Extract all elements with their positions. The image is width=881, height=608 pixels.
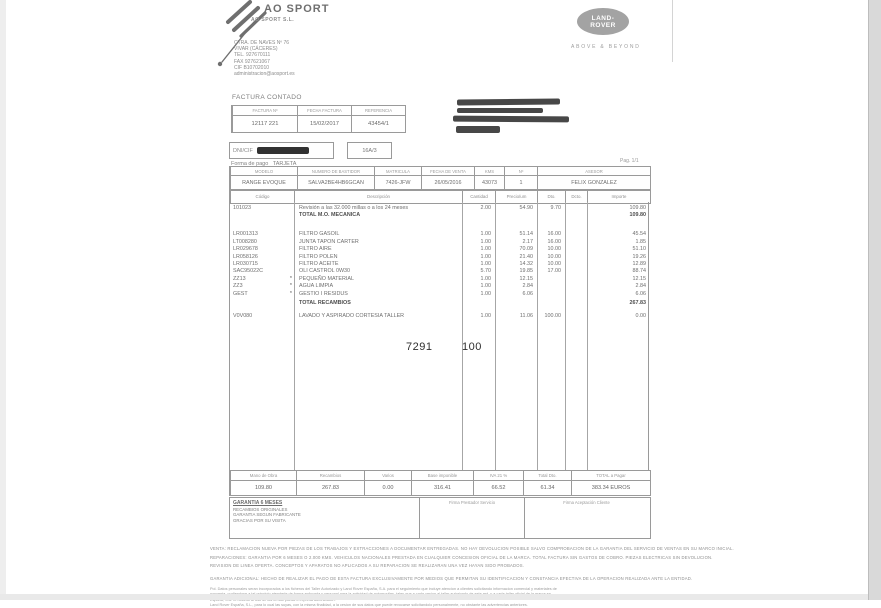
line-unit-price: 54.90: [519, 204, 533, 211]
line-quantity: 1.00: [480, 275, 491, 282]
line-code: [230, 254, 294, 260]
line-discount: 10.00: [547, 261, 561, 268]
lines-header-cell: Precio/um: [495, 191, 537, 203]
line-quantity: 1.00: [480, 253, 491, 260]
brand-tagline: ABOVE & BEYOND: [571, 44, 641, 50]
totals-header-cell: Recambios: [296, 471, 364, 481]
signature-service-box: [419, 498, 524, 538]
line-code: [230, 283, 294, 289]
invoice-line-row: [230, 313, 648, 320]
invoice-line-row: [230, 299, 648, 306]
totals-value-cell: 66.52: [473, 481, 523, 495]
line-quantity: 2.00: [480, 204, 491, 211]
line-description: TOTAL M.O. MECANICA: [299, 212, 361, 219]
vehicle-value-cell: RANGE EVOQUE: [230, 176, 297, 189]
line-amount: 51.10: [632, 246, 646, 253]
column-divider: [537, 202, 538, 470]
handwritten-mark: *: [289, 283, 292, 290]
invoice-line-row: [230, 204, 648, 211]
vehicle-header-cell: ASESOR: [537, 167, 650, 176]
line-unit-price: 19.85: [519, 268, 533, 275]
line-description: GESTIO I RESIDUS: [299, 290, 348, 297]
line-code-text: LR029678: [233, 246, 258, 253]
line-description: PEQUEÑO MATERIAL: [299, 275, 355, 282]
line-discount: 10.00: [547, 253, 561, 260]
line-unit-price: 21.40: [519, 253, 533, 260]
line-quantity: 1.00: [480, 313, 491, 320]
totals-value-cell: 267.83: [296, 481, 364, 495]
line-description: AGUA LIMPIA: [299, 283, 334, 290]
column-divider: [462, 202, 463, 470]
vehicle-values: [230, 176, 650, 189]
redaction-mark: [257, 147, 309, 154]
lines-header-cell: Dto.: [537, 191, 565, 203]
totals-value-cell: 109.80: [230, 481, 296, 495]
line-quantity: 1.00: [480, 261, 491, 268]
fine-print-line: VENTA: RECLAMACION NUEVA POR PIEZAS DE LOS TRABAJOS Y EXTRACCIONES A DOCUMENTAR ENTREGADAS. NO HAY DEVOLUCION POSIBLE SALVO COMPROBACION DE LA GARANTIA DEL SERVICIO DE VENTAS EN SU MARCO INICIAL.: [210, 546, 734, 551]
totals-value-cell: 316.41: [411, 481, 473, 495]
vehicle-header-cell: NUMERO DE BASTIDOR: [297, 167, 374, 176]
line-code-text: ZZ13: [233, 275, 246, 282]
line-amount: 109.80: [629, 204, 646, 211]
line-code-text: ZZ3: [233, 283, 243, 290]
line-code-text: LR001313: [233, 231, 258, 238]
invoice-line-row: [230, 246, 648, 253]
line-code-text: V0V080: [233, 313, 253, 320]
line-quantity: 1.00: [480, 231, 491, 238]
line-code-text: SAC95022C: [233, 268, 263, 275]
line-code: [230, 261, 294, 267]
vehicle-value-cell: 1: [504, 176, 537, 189]
company-name: AO SPORT: [264, 3, 330, 15]
line-amount: 6.06: [635, 290, 646, 297]
line-description: Revisión a las 32.000 millas o a los 24 meses: [299, 204, 409, 211]
line-description: JUNTA TAPON CARTER: [299, 238, 359, 245]
invoice-line-row: [230, 238, 648, 245]
logo-text-top: LAND-: [591, 14, 615, 22]
vehicle-value-cell: FELIX GONZALEZ: [537, 176, 650, 189]
line-discount: 16.00: [547, 238, 561, 245]
invoice-line-row: [230, 253, 648, 260]
vehicle-value-cell: 7426-JFW: [374, 176, 421, 189]
line-unit-price: 70.09: [519, 246, 533, 253]
overlay-number-left: 7291: [406, 341, 433, 353]
line-unit-price: 2.84: [522, 283, 533, 290]
address-line: TEL. 927670111: [234, 52, 271, 59]
address-line: CIF B10702010: [234, 64, 270, 71]
invoice-line-row: [230, 290, 648, 297]
lines-header-cell: Cantidad: [462, 191, 495, 203]
warranty-lines: [230, 507, 419, 523]
line-unit-price: 6.06: [522, 290, 533, 297]
line-code-text: GEST: [233, 290, 248, 297]
column-divider: [587, 202, 588, 470]
column-divider: [495, 202, 496, 470]
line-code: [230, 268, 294, 274]
line-code: [230, 276, 294, 282]
payment-value: TARJETA: [272, 161, 297, 167]
signature-service-label: Firma Prestador Servicio: [448, 500, 496, 505]
logo-text-bottom: ROVER: [590, 21, 616, 29]
line-description: TOTAL RECAMBIOS: [299, 299, 351, 306]
warranty-title: GARANTIA 6 MESES: [233, 500, 283, 506]
line-code-text: LT008280: [233, 238, 257, 245]
address-line: CTRA. DE NAVES Nº 76: [234, 40, 290, 46]
meta-value-cell: 43454/1: [351, 116, 405, 132]
vehicle-info-table: [229, 166, 651, 190]
line-unit-price: 51.14: [519, 231, 533, 238]
line-description: FILTRO GASOIL: [299, 231, 340, 238]
dni-cif-label: DNI/CIF: [233, 147, 253, 154]
line-code-text: LR058126: [233, 253, 258, 260]
vehicle-value-cell: 43073: [474, 176, 504, 189]
company-legal-name: AO SPORT S.L.: [251, 17, 295, 23]
totals-header-cell: IVA 21 %: [473, 471, 523, 481]
line-code: [230, 313, 294, 319]
vehicle-header-cell: FECHA DE VENTA: [421, 167, 474, 176]
handwritten-mark: *: [289, 290, 292, 297]
handwritten-mark: *: [289, 275, 292, 282]
company-address: [234, 40, 295, 77]
totals-values: [230, 481, 650, 495]
line-code: [230, 246, 294, 252]
warranty-line: RECAMBIOS ORIGINALES: [233, 507, 288, 512]
ref-code-box: 16A/3: [347, 142, 392, 159]
line-description: OLI CASTROL 0W30: [299, 268, 351, 275]
line-amount: 88.74: [632, 268, 646, 275]
line-unit-price: 14.32: [519, 261, 533, 268]
vehicle-headers: [230, 167, 650, 176]
redaction-mark: [457, 98, 560, 105]
invoice-meta-headers: [232, 106, 405, 116]
invoice-meta-values: [232, 116, 405, 132]
line-amount: 2.84: [635, 283, 646, 290]
line-unit-price: 11.06: [519, 313, 533, 320]
meta-header-cell: REFERENCIA: [351, 106, 405, 116]
invoice-meta-table: [231, 105, 406, 133]
line-discount: 16.00: [547, 231, 561, 238]
address-line: administracion@aosport.es: [234, 71, 295, 78]
scan-edge-right: [868, 0, 881, 600]
fine-print-line: REPARACIONES: GARANTIA POR 6 MESES O 2.000 KMS. VEHICULOS NACIONALES PRESTADA EN CUALQUIER CONCESION OFICIAL DE LA MARCA. TOTAL FACTURA SIN GASTOS DE COBRO. PIEZAS ELECTRICAS SIN DEVOLUCION.: [210, 554, 713, 560]
column-divider: [565, 202, 566, 470]
line-discount: 10.00: [547, 246, 561, 253]
vehicle-header-cell: MODELO: [230, 167, 297, 176]
page-fold-line: [672, 0, 673, 62]
lines-header-cell: Dcto.: [565, 191, 587, 203]
lines-body: [229, 202, 649, 470]
line-quantity: 1.00: [480, 283, 491, 290]
line-description: LAVADO Y ASPIRADO CORTESIA TALLER: [299, 313, 405, 320]
totals-header-cell: Varios: [364, 471, 411, 481]
scan-edge-bottom: [0, 594, 880, 600]
fine-print-line: Pol. Datos personales seran incorporados a los ficheros del Taller Autorizado y Land Rover España, S.A. para el seguimiento que incluye atencion a clientes solicitando informacion comercial y materiales de: [210, 587, 557, 592]
invoice-line-row: [230, 283, 648, 290]
line-amount: 12.15: [632, 275, 646, 282]
line-quantity: 1.00: [480, 238, 491, 245]
totals-value-cell: 0.00: [364, 481, 411, 495]
page-number: Pag. 1/1: [620, 158, 639, 164]
redaction-mark: [453, 116, 569, 123]
address-line: VIVAR (CÁCERES): [234, 46, 278, 53]
line-discount: 100.00: [544, 313, 561, 320]
signature-client-label: Firma Aceptación Cliente: [563, 500, 610, 505]
line-code-text: LR030715: [233, 261, 258, 268]
warranty-line: GRACIAS POR SU VISITA: [233, 517, 286, 523]
totals-header-cell: TOTAL a Pagar: [571, 471, 650, 481]
vehicle-header-cell: KMS: [474, 167, 504, 176]
lines-header-cell: Código: [230, 191, 294, 203]
line-description: FILTRO ACEITE: [299, 261, 339, 268]
dni-cif-box: [229, 142, 334, 159]
fine-print-line: REVISION DE LINEA OFERTA. CONCEPTOS Y APARATOS NO APLICADOS A SU REPARACION SE REALIZARAN UNA VEZ HAYAN SIDO PROBADOS.: [210, 563, 525, 569]
line-amount: 12.89: [632, 261, 646, 268]
column-divider: [294, 202, 295, 470]
vehicle-value-cell: 26/05/2016: [421, 176, 474, 189]
line-code-text: 101023: [233, 204, 251, 211]
totals-header-cell: Mano de Obra: [230, 471, 296, 481]
meta-value-cell: 15/02/2017: [297, 116, 351, 132]
meta-header-cell: FACTURA Nº: [232, 106, 297, 116]
line-description: FILTRO POLEN: [299, 253, 338, 260]
fine-print-line: Land Rover España, S.L., para lo cual las suyas, con la misma finalidad, a la cesion de sus datos que puede revocarse solicitandolo personalmente, no obstante las advertencias anteriores.: [210, 602, 528, 607]
line-discount: 17.00: [547, 268, 561, 275]
totals-value-cell: 61.34: [523, 481, 571, 495]
line-code: [230, 205, 294, 211]
line-amount: 1.85: [635, 238, 646, 245]
line-code: [230, 239, 294, 245]
signature-client-box: [524, 498, 648, 538]
line-description: FILTRO AIRE: [299, 246, 332, 253]
redaction-mark: [456, 126, 500, 133]
line-unit-price: 2.17: [522, 238, 533, 245]
lines-header-cell: Importe: [587, 191, 650, 203]
payment-label: Forma de pago: [231, 161, 269, 167]
warranty-box: [230, 498, 419, 538]
invoice-line-row: [230, 268, 648, 275]
fine-print-line: GARANTIA ADICIONAL: HECHO DE REALIZAR EL PAGO DE ESTA FACTURA EXCLUSIVAMENTE POR MEDIOS QUE PERMITAN SU IDENTIFICACION Y CONSTANCIA EFECTIVA DE LA OPERACION REALIZADA ANTE LA ENTIDAD.: [210, 575, 693, 581]
line-unit-price: 12.15: [519, 275, 533, 282]
line-amount: 19.26: [632, 253, 646, 260]
line-code: [230, 291, 294, 297]
line-amount: 267.83: [629, 299, 646, 306]
line-amount: 109.80: [629, 212, 646, 219]
line-code: [230, 231, 294, 237]
totals-header-cell: Base imponible: [411, 471, 473, 481]
vehicle-header-cell: Nº: [504, 167, 537, 176]
vehicle-value-cell: SALVA2BE4HB6GCAN: [297, 176, 374, 189]
overlay-number-right: 100: [462, 341, 482, 353]
invoice-line-row: [230, 260, 648, 267]
lines-header-cell: Descripción: [294, 191, 462, 203]
warranty-line: GARANTIA SEGUN FABRICANTE: [233, 512, 301, 518]
meta-header-cell: FECHA FACTURA: [297, 106, 351, 116]
line-quantity: 1.00: [480, 246, 491, 253]
totals-value-cell: 383.34 EUROS: [571, 481, 650, 495]
invoice-line-row: [230, 231, 648, 238]
line-amount: 0.00: [635, 313, 646, 320]
totals-headers: [230, 471, 650, 481]
address-line: FAX 927621067: [234, 58, 270, 65]
invoice-line-row: [230, 275, 648, 282]
signature-section: [229, 497, 651, 539]
land-rover-logo: [577, 8, 629, 35]
invoice-line-row: [230, 211, 648, 218]
invoice-type-title: FACTURA CONTADO: [232, 94, 302, 101]
redaction-mark: [457, 108, 543, 113]
vehicle-header-cell: MATRICULA: [374, 167, 421, 176]
totals-header-cell: Total Dto.: [523, 471, 571, 481]
line-quantity: 1.00: [480, 290, 491, 297]
line-quantity: 5.70: [480, 268, 491, 275]
scan-edge-left: [0, 0, 6, 600]
line-amount: 45.54: [632, 231, 646, 238]
line-discount: 9.70: [550, 204, 561, 211]
totals-table: [229, 470, 651, 496]
meta-value-cell: 12117 221: [232, 116, 297, 132]
